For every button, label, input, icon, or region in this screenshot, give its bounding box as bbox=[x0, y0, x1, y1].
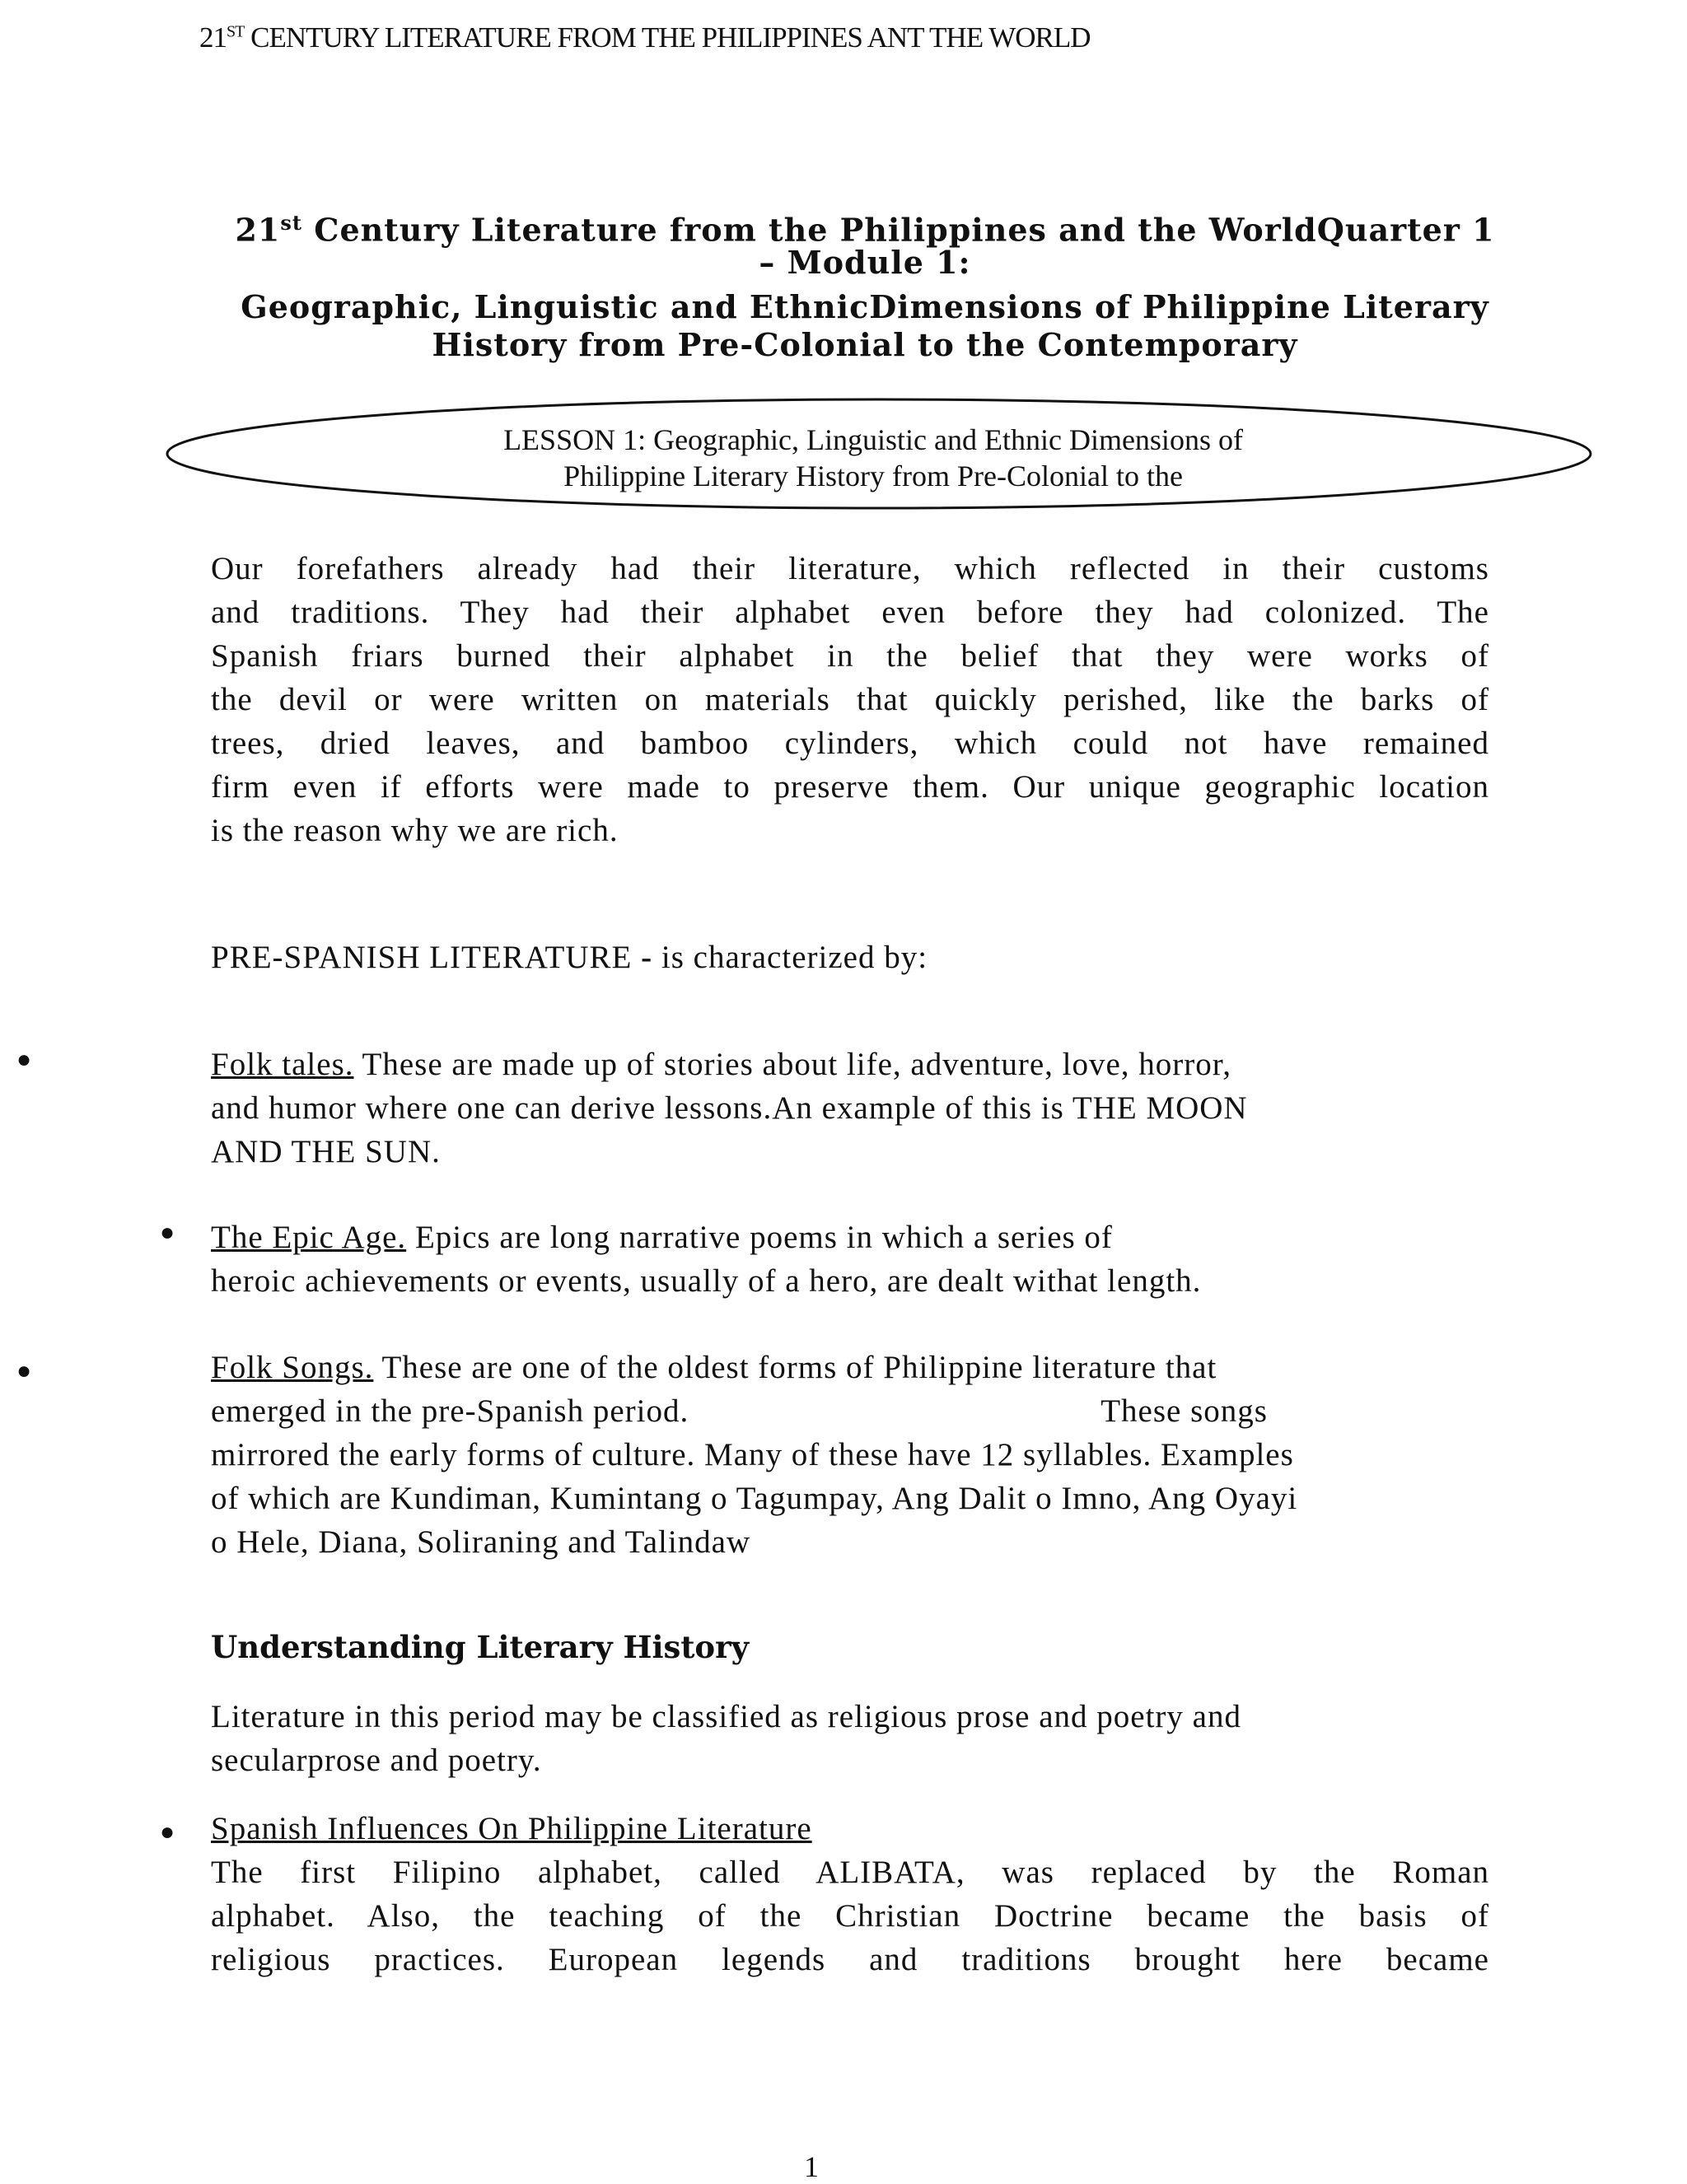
spanish-influences-item: Spanish Influences On Philippine Literature The first Filipino alphabet, called ALIBATA, was replaced by the Roman alphabet. Also, the teaching of the Christian Doctrine became the basis of religious practices. European legends and traditions brought here became bbox=[211, 1807, 1489, 1981]
lesson-title-line-1: LESSON 1: Geographic, Linguistic and Ethnic Dimensions of bbox=[503, 423, 1243, 456]
intro-line: trees, dried leaves, and bamboo cylinders, which could not have remained bbox=[211, 726, 1489, 761]
page-number: 1 bbox=[804, 2150, 819, 2183]
intro-line: Our forefathers already had their literature, which reflected in their customs bbox=[211, 551, 1489, 586]
intro-line: and traditions. They had their alphabet even before they had colonized. The bbox=[211, 595, 1489, 630]
folk-songs-item: Folk Songs. These are one of the oldest forms of Philippine literature that emerged in the pre-Spanish period. These songs mirrored the early forms of culture. Many of these have 12 syllables. Examples of which are Kundiman, Kumintang o Tagumpay, Ang Dalit o Imno, Ang Oyayi o Hele, Diana, Soliraning and Talindaw bbox=[211, 1350, 1298, 1560]
epic-age-term: The Epic Age. bbox=[211, 1220, 407, 1255]
folk-tales-term: Folk tales. bbox=[211, 1047, 354, 1082]
bullet-icon: ● bbox=[160, 1219, 175, 1246]
module-title-line-1: 21st Century Literature from the Philippines and the WorldQuarter 1 bbox=[235, 211, 1495, 249]
module-title-line-4: History from Pre-Colonial to the Contemporary bbox=[432, 326, 1298, 363]
understanding-heading: Understanding Literary History bbox=[211, 1629, 750, 1665]
bullet-icon: ● bbox=[160, 1818, 175, 1846]
epic-age-item: The Epic Age. Epics are long narrative poems in which a series of heroic achievements or events, usually of a hero, are dealt withat length. bbox=[211, 1220, 1202, 1299]
folk-songs-term: Folk Songs. bbox=[211, 1350, 374, 1385]
bullet-icon: ● bbox=[16, 1046, 32, 1073]
running-header: 21ST CENTURY LITERATURE FROM THE PHILIPPINES ANT THE WORLD bbox=[199, 21, 1091, 54]
intro-line: is the reason why we are rich. bbox=[211, 813, 619, 848]
module-title-line-3: Geographic, Linguistic and EthnicDimensions of Philippine Literary bbox=[241, 288, 1489, 325]
intro-line: Spanish friars burned their alphabet in the belief that they were works of bbox=[211, 638, 1489, 674]
intro-paragraph bbox=[211, 547, 1489, 852]
spanish-influences-heading: Spanish Influences On Philippine Literature bbox=[211, 1811, 812, 1846]
folk-tales-item: Folk tales. These are made up of stories about life, adventure, love, horror, and humor where one can derive lessons.An example of this is THE MOON AND THE SUN. bbox=[211, 1047, 1248, 1169]
intro-line: the devil or were written on materials that quickly perished, like the barks of bbox=[211, 682, 1489, 717]
module-title-line-2: – Module 1: bbox=[759, 244, 971, 281]
understanding-paragraph: Literature in this period may be classified as religious prose and poetry and secularprose and poetry. bbox=[211, 1699, 1241, 1778]
intro-line: firm even if efforts were made to preserve them. Our unique geographic location bbox=[211, 769, 1489, 805]
lesson-title-line-2: Philippine Literary History from Pre-Colonial to the bbox=[563, 460, 1183, 492]
bullet-icon: ● bbox=[16, 1357, 32, 1384]
pre-spanish-heading: PRE-SPANISH LITERATURE - is characterized by: bbox=[211, 940, 928, 975]
